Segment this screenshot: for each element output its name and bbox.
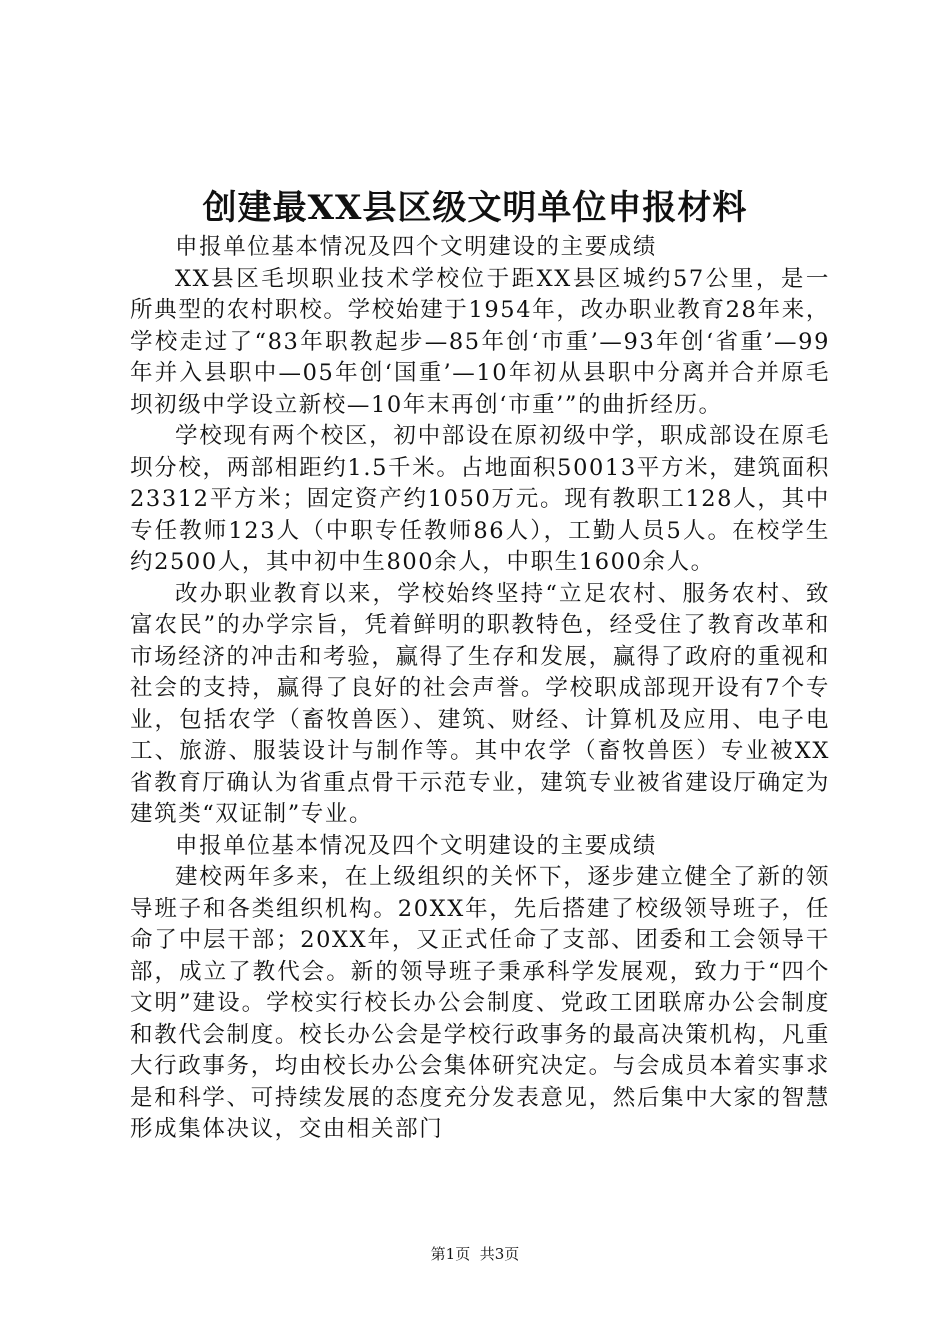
page-total: 共3页 [479,1245,520,1263]
section-heading: 申报单位基本情况及四个文明建设的主要成绩 [175,234,658,260]
body-paragraph: 改办职业教育以来，学校始终坚持“立足农村、服务农村、致富农民”的办学宗旨，凭着鲜明的职教特色，经受住了教育改革和市场经济的冲击和考验，赢得了生存和发展，赢得了政府的重视和社会的支持，赢得了良好的社会声誉。学校职成部现开设有7个专业，包括农学（畜牧兽医）、建筑、财经、计算机及应用、电子电工、旅游、服装设计与制作等。其中农学（畜牧兽医）专业被XX省教育厅确认为省重点骨干示范专业，建筑专业被省建设厅确定为建筑类“双证制”专业。 [130,580,830,827]
page-footer [0,1244,950,1264]
body-paragraph: 学校现有两个校区，初中部设在原初级中学，职成部设在原毛坝分校，两部相距约1.5千米。占地面积50013平方米，建筑面积23312平方米；固定资产约1050万元。现有教职工128人，其中专任教师123人（中职专任教师86人），工勤人员5人。在校学生约2500人，其中初中生800余人，中职生1600余人。 [130,423,830,575]
document-body [130,232,830,1146]
body-paragraph: 建校两年多来，在上级组织的关怀下，逐步建立健全了新的领导班子和各类组织机构。20XX年，先后搭建了校级领导班子，任命了中层干部；20XX年，又正式任命了支部、团委和工会领导干部，成立了教代会。新的领导班子秉承科学发展观，致力于“四个文明”建设。学校实行校长办公会制度、党政工团联席办公会制度和教代会制度。校长办公会是学校行政事务的最高决策机构，凡重大行政事务，均由校长办公会集体研究决定。与会成员本着实事求是和科学、可持续发展的态度充分发表意见，然后集中大家的智慧形成集体决议，交由相关部门 [130,864,830,1142]
body-paragraph: XX县区毛坝职业技术学校位于距XX县区城约57公里，是一所典型的农村职校。学校始建于1954年，改办职业教育28年来，学校走过了“83年职教起步—85年创‘市重’—93年创‘省重’—99年并入县职中—05年创‘国重’—10年初从县职中分离并合并原毛坝初级中学设立新校—10年末再创‘市重’”的曲折经历。 [130,265,830,418]
document-title: 创建最XX县区级文明单位申报材料 [202,188,748,228]
section-heading: 申报单位基本情况及四个文明建设的主要成绩 [175,832,658,859]
page-number: 第1页 [430,1245,471,1263]
